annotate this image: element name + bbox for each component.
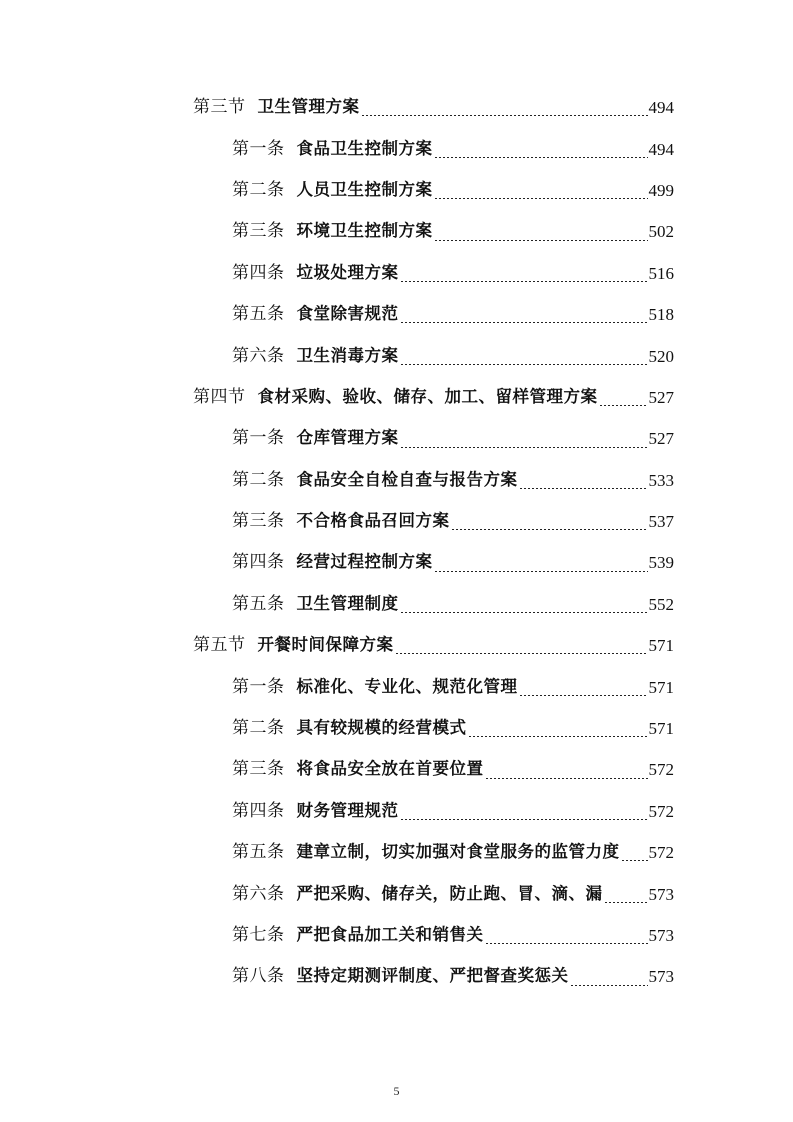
toc-entry-prefix: 第八条 bbox=[232, 966, 285, 987]
toc-dot-leader bbox=[395, 653, 648, 654]
toc-entry-prefix: 第三条 bbox=[232, 511, 285, 532]
toc-entry-title: 将食品安全放在首要位置 bbox=[296, 759, 484, 779]
toc-entry-page: 518 bbox=[648, 305, 674, 325]
toc-entry-label bbox=[232, 554, 433, 571]
toc-dot-leader bbox=[400, 364, 648, 365]
toc-dot-leader bbox=[434, 198, 648, 199]
toc-entry-label bbox=[232, 720, 467, 737]
toc-entry-label bbox=[193, 386, 598, 407]
toc-entry-label bbox=[232, 844, 620, 861]
toc-dot-leader bbox=[519, 695, 648, 696]
toc-entry-page: 573 bbox=[648, 926, 674, 945]
toc-dot-leader bbox=[400, 612, 648, 613]
table-of-contents bbox=[0, 87, 793, 998]
toc-entry-title: 坚持定期测评制度、严把督查奖惩关 bbox=[296, 966, 569, 986]
toc-section-entry bbox=[0, 87, 674, 128]
toc-entry-page: 573 bbox=[648, 884, 674, 904]
toc-entry-prefix: 第一条 bbox=[232, 676, 285, 697]
toc-entry-prefix: 第三节 bbox=[193, 97, 246, 118]
toc-dot-leader bbox=[434, 157, 648, 158]
toc-entry-label bbox=[232, 676, 518, 697]
toc-entry-page: 537 bbox=[648, 512, 674, 532]
toc-entry-page: 573 bbox=[648, 967, 674, 987]
page-number: 5 bbox=[393, 1084, 400, 1098]
toc-entry-label bbox=[232, 593, 399, 614]
toc-dot-leader bbox=[604, 902, 648, 903]
toc-entry-label bbox=[232, 927, 484, 944]
toc-entry-page: 533 bbox=[648, 470, 674, 490]
toc-entry-label bbox=[232, 883, 603, 904]
toc-entry-title: 严把食品加工关和销售关 bbox=[296, 925, 484, 944]
toc-entry-label bbox=[232, 262, 399, 283]
toc-dot-leader bbox=[621, 860, 648, 861]
toc-entry-page: 572 bbox=[648, 760, 674, 780]
toc-entry-label bbox=[232, 345, 399, 366]
toc-entry-title: 卫生管理方案 bbox=[257, 97, 360, 117]
toc-entry-page: 571 bbox=[648, 636, 674, 656]
toc-entry-prefix: 第四条 bbox=[232, 262, 285, 283]
toc-entry-prefix: 第五节 bbox=[193, 635, 246, 656]
toc-article-entry bbox=[0, 873, 674, 914]
toc-entry-page: 571 bbox=[648, 677, 674, 697]
toc-entry-title: 具有较规模的经营模式 bbox=[296, 718, 467, 738]
toc-entry-prefix: 第六条 bbox=[232, 345, 285, 366]
toc-entry-title: 垃圾处理方案 bbox=[296, 262, 399, 282]
toc-article-entry bbox=[0, 708, 674, 749]
toc-entry-page: 499 bbox=[648, 180, 674, 200]
toc-section-entry bbox=[0, 377, 674, 418]
toc-entry-title: 卫生消毒方案 bbox=[296, 345, 399, 365]
toc-dot-leader bbox=[434, 571, 648, 572]
toc-entry-title: 卫生管理制度 bbox=[296, 593, 399, 613]
toc-entry-title: 食品卫生控制方案 bbox=[296, 138, 433, 158]
toc-entry-title: 不合格食品召回方案 bbox=[296, 511, 450, 531]
toc-entry-title: 财务管理规范 bbox=[296, 800, 399, 820]
toc-entry-page: 516 bbox=[648, 263, 674, 283]
toc-article-entry bbox=[0, 128, 674, 169]
toc-entry-title: 标准化、专业化、规范化管理 bbox=[296, 676, 518, 696]
toc-entry-prefix: 第五条 bbox=[232, 842, 285, 863]
toc-entry-label bbox=[193, 99, 360, 116]
toc-article-entry bbox=[0, 666, 674, 707]
toc-entry-label bbox=[232, 306, 399, 323]
toc-entry-prefix: 第三条 bbox=[232, 221, 285, 242]
toc-entry-page: 572 bbox=[648, 801, 674, 821]
toc-entry-page: 571 bbox=[648, 719, 674, 739]
toc-entry-title: 环境卫生控制方案 bbox=[296, 221, 433, 241]
toc-entry-prefix: 第四条 bbox=[232, 552, 285, 573]
toc-dot-leader bbox=[451, 529, 648, 530]
toc-article-entry bbox=[0, 501, 674, 542]
toc-article-entry bbox=[0, 584, 674, 625]
toc-entry-page: 527 bbox=[648, 429, 674, 449]
toc-entry-title: 经营过程控制方案 bbox=[296, 552, 433, 572]
toc-entry-label bbox=[232, 223, 433, 240]
toc-dot-leader bbox=[468, 736, 648, 737]
toc-entry-page: 494 bbox=[648, 98, 674, 118]
toc-article-entry bbox=[0, 542, 674, 583]
toc-entry-prefix: 第五条 bbox=[232, 304, 285, 325]
toc-article-entry bbox=[0, 791, 674, 832]
toc-dot-leader bbox=[570, 985, 648, 986]
toc-entry-page: 520 bbox=[648, 346, 674, 366]
toc-entry-page: 527 bbox=[648, 387, 674, 407]
toc-article-entry bbox=[0, 170, 674, 211]
toc-dot-leader bbox=[599, 405, 648, 406]
toc-entry-prefix: 第七条 bbox=[232, 925, 285, 945]
toc-article-entry bbox=[0, 832, 674, 873]
toc-article-entry bbox=[0, 253, 674, 294]
toc-article-entry bbox=[0, 294, 674, 335]
toc-entry-page: 539 bbox=[648, 553, 674, 573]
toc-entry-title: 开餐时间保障方案 bbox=[257, 635, 394, 655]
toc-entry-prefix: 第二条 bbox=[232, 179, 285, 200]
toc-entry-page: 572 bbox=[648, 843, 674, 863]
toc-entry-label bbox=[232, 513, 450, 530]
toc-section-entry bbox=[0, 625, 674, 666]
toc-entry-prefix: 第四条 bbox=[232, 800, 285, 821]
toc-article-entry bbox=[0, 418, 674, 459]
toc-entry-label bbox=[232, 469, 518, 490]
toc-entry-prefix: 第三条 bbox=[232, 759, 285, 780]
toc-entry-title: 严把采购、储存关，防止跑、冒、滴、漏 bbox=[296, 883, 603, 903]
toc-entry-label bbox=[232, 761, 484, 778]
toc-entry-page: 494 bbox=[648, 139, 674, 159]
toc-entry-title: 仓库管理方案 bbox=[296, 428, 399, 448]
toc-dot-leader bbox=[400, 447, 648, 448]
toc-entry-label bbox=[232, 800, 399, 821]
toc-entry-page: 502 bbox=[648, 222, 674, 242]
toc-article-entry bbox=[0, 335, 674, 376]
toc-article-entry bbox=[0, 211, 674, 252]
toc-dot-leader bbox=[400, 281, 648, 282]
toc-entry-prefix: 第二条 bbox=[232, 469, 285, 490]
toc-dot-leader bbox=[519, 488, 648, 489]
toc-entry-label bbox=[232, 430, 399, 447]
toc-dot-leader bbox=[400, 322, 648, 323]
toc-dot-leader bbox=[361, 115, 648, 116]
toc-entry-prefix: 第五条 bbox=[232, 593, 285, 614]
toc-entry-title: 食品安全自检自查与报告方案 bbox=[296, 469, 518, 489]
toc-dot-leader bbox=[434, 240, 648, 241]
toc-entry-title: 人员卫生控制方案 bbox=[296, 179, 433, 199]
toc-entry-label bbox=[232, 968, 569, 985]
toc-entry-label bbox=[232, 138, 433, 159]
toc-article-entry bbox=[0, 460, 674, 501]
toc-entry-prefix: 第一条 bbox=[232, 428, 285, 449]
toc-entry-prefix: 第六条 bbox=[232, 883, 285, 904]
toc-dot-leader bbox=[485, 943, 648, 944]
toc-entry-prefix: 第二条 bbox=[232, 718, 285, 739]
toc-article-entry bbox=[0, 956, 674, 997]
toc-entry-title: 食堂除害规范 bbox=[296, 304, 399, 324]
toc-article-entry bbox=[0, 915, 674, 956]
toc-entry-title: 食材采购、验收、储存、加工、留样管理方案 bbox=[257, 386, 598, 406]
toc-article-entry bbox=[0, 749, 674, 790]
toc-entry-page: 552 bbox=[648, 594, 674, 614]
toc-dot-leader bbox=[485, 778, 648, 779]
toc-dot-leader bbox=[400, 819, 648, 820]
toc-entry-label bbox=[193, 637, 394, 654]
toc-entry-prefix: 第四节 bbox=[193, 386, 246, 407]
toc-entry-prefix: 第一条 bbox=[232, 138, 285, 159]
toc-entry-title: 建章立制，切实加强对食堂服务的监管力度 bbox=[296, 842, 620, 862]
toc-entry-label bbox=[232, 179, 433, 200]
